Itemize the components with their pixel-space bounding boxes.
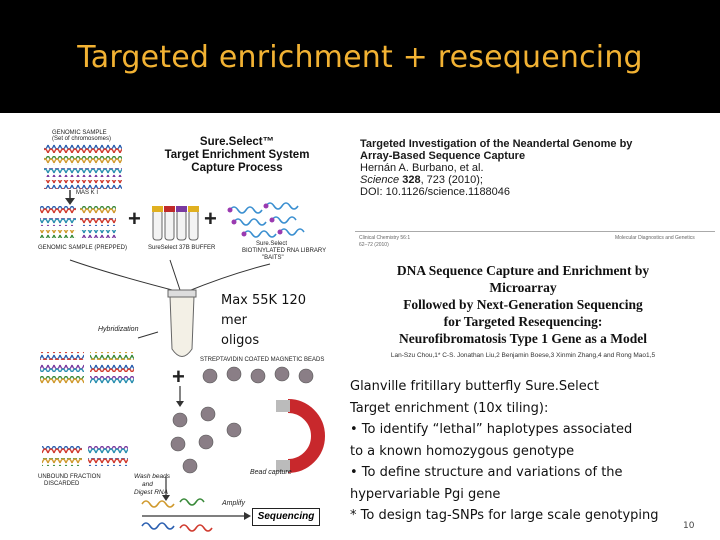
wash-label-line: Wash beads bbox=[134, 473, 171, 480]
amplify-label: Amplify bbox=[222, 500, 245, 507]
arrow-icon bbox=[244, 512, 251, 520]
arrow-icon bbox=[176, 401, 184, 407]
article-authors: Hernán A. Burbano, et al. bbox=[360, 162, 484, 174]
hybridized-dna bbox=[90, 352, 134, 360]
amplified-dna bbox=[142, 499, 212, 531]
prepped-dna-fragment bbox=[80, 230, 116, 238]
library-label: Sure.Select bbox=[256, 241, 288, 247]
library-label-line2: BIOTINYLATED RNA LIBRARY bbox=[242, 248, 327, 254]
journal-issue: 62–72 (2010) bbox=[359, 242, 389, 248]
hybridized-dna bbox=[90, 376, 134, 384]
genomic-dna-strand bbox=[44, 168, 122, 177]
article-title-line: for Targeted Resequencing: bbox=[443, 314, 603, 329]
hybridized-dna bbox=[40, 376, 84, 384]
genomic-dna-strand bbox=[44, 144, 122, 153]
oligo-note-line: Max 55K 120 mer bbox=[221, 293, 307, 328]
description-line: • To identify “lethal” haplotypes associated bbox=[350, 422, 633, 437]
bead-capture-label: Bead capture bbox=[250, 469, 292, 476]
hybridized-dna bbox=[40, 364, 84, 372]
article-authors: Lan-Szu Chou,1* C-S. Jonathan Liu,2 Benjamin Boese,3 Xinmin Zhang,4 and Rong Mao1,5 bbox=[390, 352, 656, 359]
prepped-dna-fragment bbox=[40, 206, 76, 214]
description-line: • To define structure and variations of the bbox=[350, 465, 623, 480]
rna-baits bbox=[228, 203, 305, 237]
prepped-dna-fragment bbox=[80, 206, 116, 214]
description-line: to a known homozygous genotype bbox=[350, 443, 575, 459]
unbound-dna bbox=[88, 458, 128, 466]
sureselect-process-figure bbox=[30, 124, 335, 538]
genomic-dna-strand bbox=[44, 156, 122, 165]
plus-icon: + bbox=[128, 206, 141, 231]
process-title-line: Target Enrichment System bbox=[164, 149, 310, 161]
unbound-dna bbox=[88, 446, 128, 454]
slide-number: 10 bbox=[683, 521, 695, 531]
journal-header bbox=[355, 231, 715, 255]
genomic-sample-label: GENOMIC SAMPLE bbox=[52, 130, 107, 136]
article-title-line: Targeted Investigation of the Neandertal Genome by bbox=[360, 138, 633, 150]
description-line: Target enrichment (10x tiling): bbox=[350, 400, 549, 416]
arrow-icon bbox=[65, 198, 75, 205]
hybridized-dna bbox=[40, 352, 84, 360]
journal-section: Molecular Diagnostics and Genetics bbox=[615, 235, 695, 241]
process-title-line: Capture Process bbox=[191, 162, 283, 174]
plus-icon: + bbox=[172, 364, 185, 389]
mas-kit-label: MAS K I bbox=[76, 190, 99, 196]
captured-beads bbox=[171, 407, 241, 473]
description-line: * To design tag-SNPs for large scale genotyping bbox=[350, 508, 659, 523]
buffer-tubes bbox=[152, 206, 199, 240]
prepped-dna-fragment bbox=[40, 218, 76, 226]
journal-name: Clinical Chemistry 56:1 bbox=[359, 235, 411, 241]
unbound-dna bbox=[42, 446, 82, 454]
genomic-dna-strand bbox=[44, 180, 122, 189]
magnet-icon bbox=[276, 400, 318, 472]
article-citation bbox=[360, 174, 680, 186]
article-title-line: Followed by Next-Generation Sequencing bbox=[403, 297, 643, 312]
unbound-label: UNBOUND FRACTION bbox=[38, 474, 101, 480]
journal-volume: 328 bbox=[402, 174, 421, 186]
magnetic-beads bbox=[203, 367, 313, 383]
process-title bbox=[152, 136, 322, 175]
unbound-dna bbox=[42, 458, 82, 466]
hybridization-tube bbox=[168, 290, 196, 357]
hybridization-label: Hybridization bbox=[98, 326, 139, 333]
process-title-line: Sure.Select™ bbox=[199, 136, 275, 148]
article-neandertal bbox=[360, 138, 680, 198]
oligo-note-line: oligos bbox=[221, 333, 260, 348]
wash-label-line: and bbox=[142, 481, 153, 488]
description-line: Glanville fritillary butterfly Sure.Select bbox=[350, 379, 599, 394]
wash-label-line: Digest RNA bbox=[134, 489, 168, 496]
article-title-line: Array-Based Sequence Capture bbox=[360, 150, 526, 162]
genomic-prepped-label: GENOMIC SAMPLE (PREPPED) bbox=[38, 245, 128, 251]
prepped-dna-fragment bbox=[80, 218, 116, 226]
prepped-dna-fragment bbox=[40, 230, 76, 238]
article-doi: DOI: 10.1126/science.1188046 bbox=[360, 186, 511, 198]
article-nf1 bbox=[378, 262, 668, 360]
plus-icon: + bbox=[204, 206, 217, 231]
article-title-line: DNA Sequence Capture and Enrichment by Microarray bbox=[396, 263, 650, 295]
streptavidin-label: STREPTAVIDIN COATED MAGNETIC BEADS bbox=[200, 357, 325, 363]
slide-title: Targeted enrichment + resequencing bbox=[77, 40, 643, 75]
genomic-sample-sublabel: (Set of chromosomes) bbox=[52, 136, 112, 142]
sequencing-box: Sequencing bbox=[252, 508, 320, 526]
description-line: hypervariable Pgi gene bbox=[350, 486, 501, 502]
title-bar bbox=[0, 0, 720, 113]
hybridized-dna bbox=[90, 364, 134, 372]
unbound-label-line2: DISCARDED bbox=[44, 481, 80, 487]
buffer-label: SureSelect 37B BUFFER bbox=[148, 245, 216, 251]
wash-label bbox=[134, 473, 170, 497]
journal-name: Science bbox=[360, 174, 403, 186]
oligo-note bbox=[221, 291, 335, 351]
journal-pages: , 723 (2010); bbox=[420, 174, 483, 186]
library-label-line3: "BAITS" bbox=[262, 255, 284, 261]
article-title-line: Neurofibromatosis Type 1 Gene as a Model bbox=[399, 331, 647, 346]
project-description bbox=[350, 376, 715, 527]
